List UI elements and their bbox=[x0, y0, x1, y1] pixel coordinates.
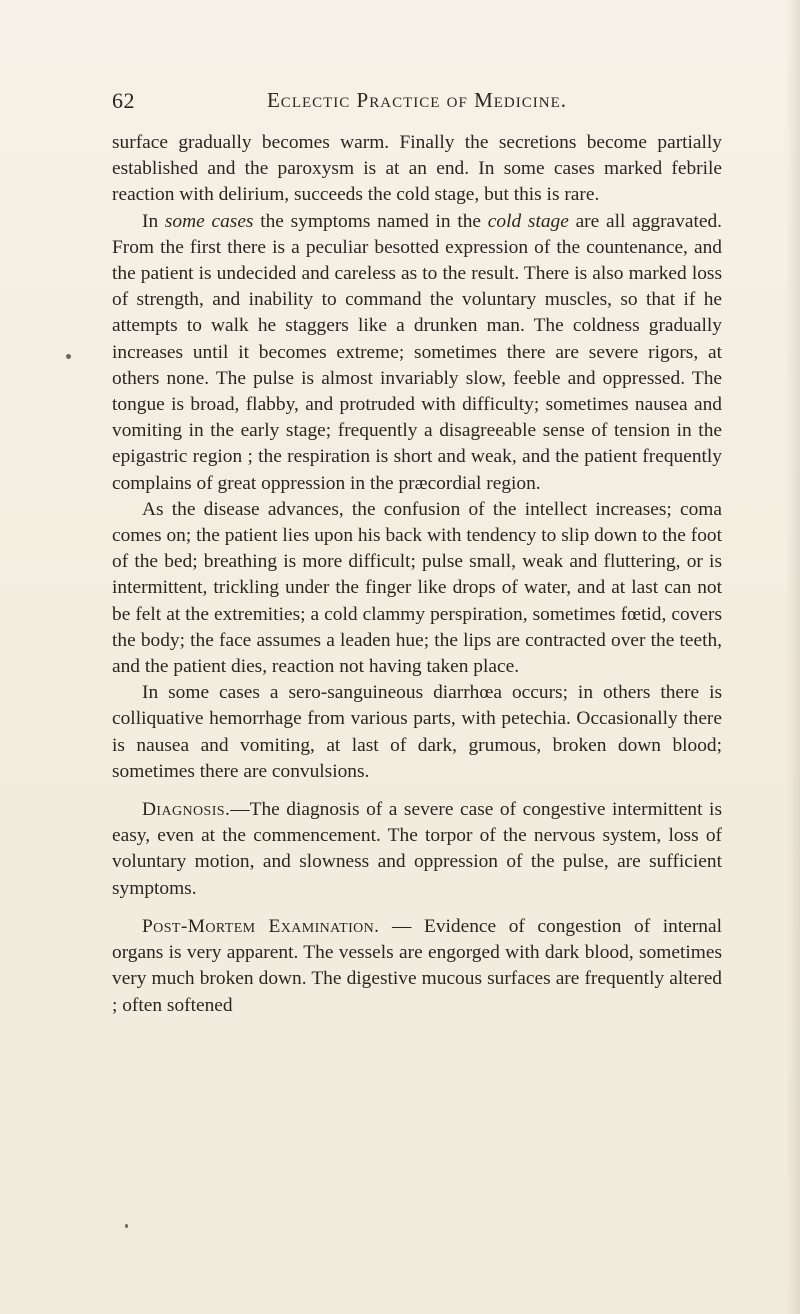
paragraph-2-start: In bbox=[142, 210, 165, 232]
running-title: Eclectic Practice of Medicine. bbox=[266, 88, 567, 112]
post-mortem-body: — Evidence of congestion of internal organs is very apparent. The vessels are engorged with dark blood, sometimes very much broken down. The digestive mucous surfaces are frequently altered ; often softened bbox=[112, 915, 722, 1016]
page-number: 62 bbox=[112, 88, 135, 113]
paragraph-2 bbox=[112, 209, 722, 497]
paragraph-diagnosis bbox=[112, 797, 722, 902]
emphasis-some-cases: some cases bbox=[164, 210, 254, 232]
body-text bbox=[112, 130, 722, 1019]
paragraph-2-mid: the symptoms named in the bbox=[253, 210, 488, 232]
paragraph-4: In some cases a sero-sanguineous diarrhœa occurs; in others there is colliquative hemorrhage from various parts, with petechia. Occasionally there is nausea and vomiting, at last of dark, grumous, broken down blood; sometimes there are convulsions. bbox=[112, 682, 722, 782]
diagnosis-heading: Diagnosis. bbox=[142, 799, 231, 821]
emphasis-cold-stage: cold stage bbox=[487, 210, 569, 232]
page-header bbox=[112, 88, 682, 120]
paragraph-3: As the disease advances, the confusion of the intellect increases; coma comes on; the patient lies upon his back with tendency to slip down to the foot of the bed; breathing is more difficult; pulse small, weak and fluttering, or is intermittent, trickling under the finger like drops of water, and at last can not be felt at the extremities; a cold clammy perspiration, sometimes fœtid, covers the body; the face assumes a leaden hue; the lips are contracted over the teeth, and the patient dies, reaction not having taken place. bbox=[112, 498, 722, 678]
diagnosis-body: —The diagnosis of a severe case of congestive intermittent is easy, even at the commencement. The torpor of the nervous system, loss of voluntary motion, and slowness and oppression of the pulse, are sufficient symptoms. bbox=[112, 799, 722, 899]
ink-speck bbox=[66, 354, 71, 359]
ink-speck bbox=[125, 1224, 128, 1228]
page-edge-shadow bbox=[786, 0, 800, 1314]
post-mortem-heading: Post-Mortem Examination. bbox=[142, 915, 380, 937]
paragraph-2-end: are all aggravated. From the first there is a peculiar besotted expression of the countenance, and the patient is undecided and careless as to the result. There is also marked loss of strength, and inability to command the voluntary muscles, so that if he attempts to walk he staggers like a drunken man. The coldness gradually increases until it becomes extreme; sometimes there are severe rigors, at others none. The pulse is almost invariably slow, feeble and oppressed. The tongue is broad, flabby, and protruded with difficulty; sometimes nausea and vomiting in the early stage; frequently a disagreeable sense of tension in the epigastric region ; the respiration is short and weak, and the patient frequently complains of great oppression in the præcordial region. bbox=[112, 210, 722, 494]
paragraph-1: surface gradually becomes warm. Finally the secretions become partially established and the paroxysm is at an end. In some cases marked febrile reaction with delirium, succeeds the cold stage, but this is rare. bbox=[112, 132, 722, 206]
paragraph-post-mortem bbox=[112, 914, 722, 1019]
